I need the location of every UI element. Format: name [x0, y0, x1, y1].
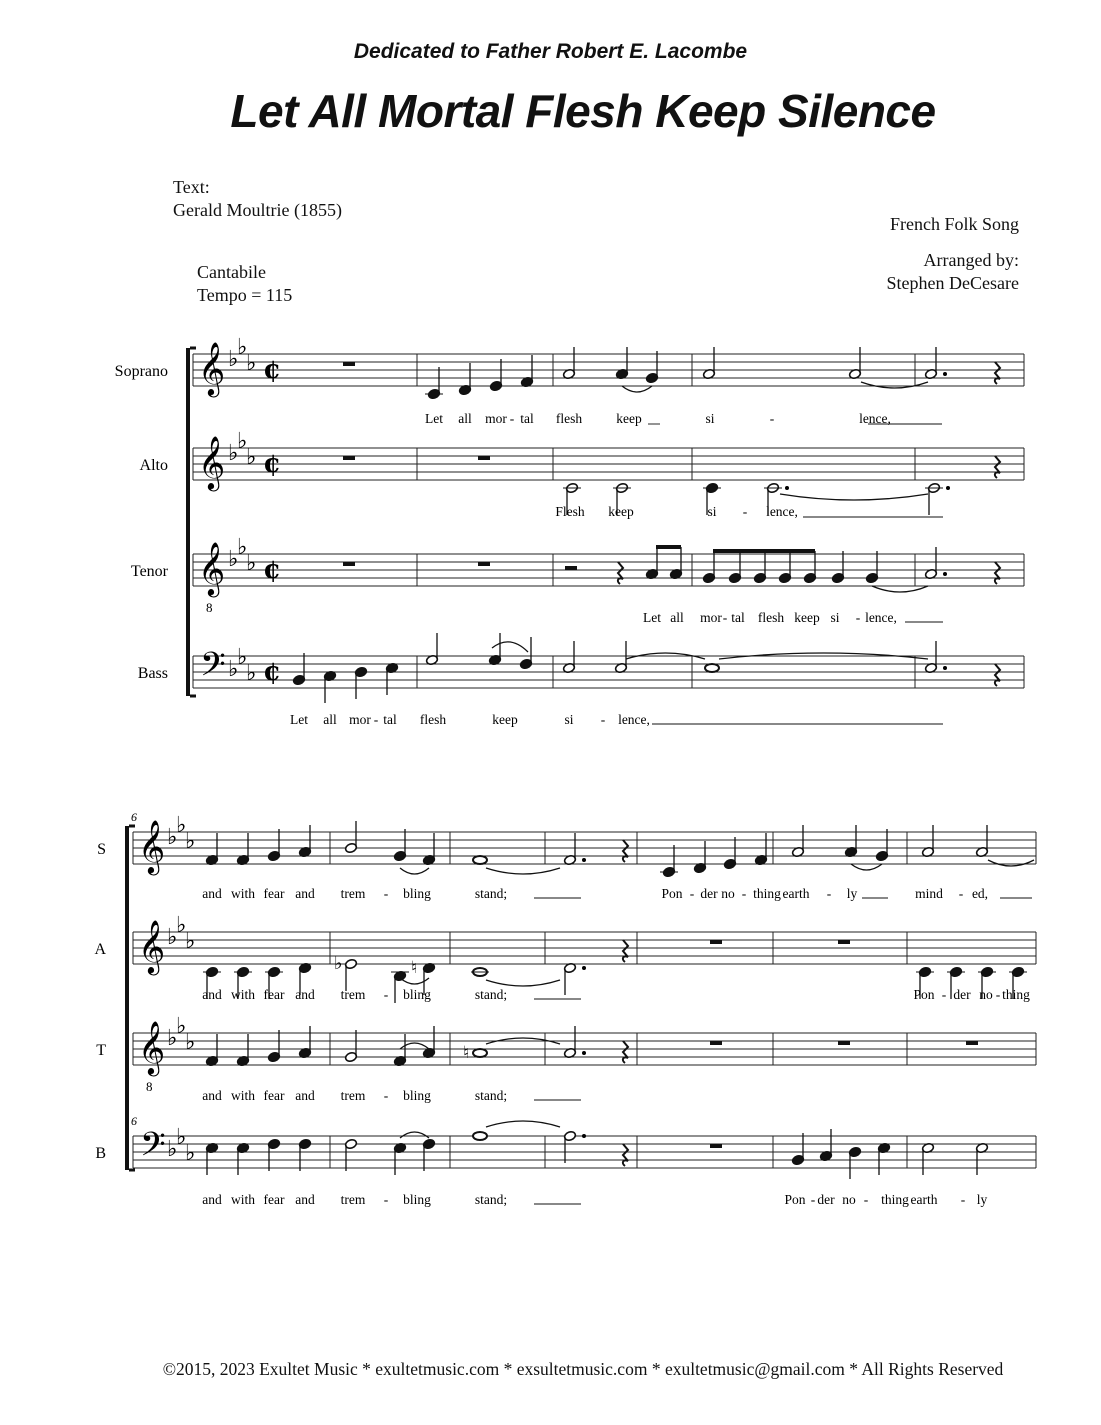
- lyric-syllable: stand;: [474, 886, 508, 901]
- notehead: [473, 1049, 487, 1057]
- lyric-syllable: thing: [1002, 987, 1030, 1002]
- bass-clef-icon: 𝄢: [200, 646, 226, 692]
- dot: [943, 372, 947, 376]
- dot: [582, 1134, 586, 1138]
- tie: [622, 386, 652, 392]
- whole-rest: [478, 562, 490, 566]
- whole-rest: [343, 362, 355, 366]
- lyric-syllable: Pon: [913, 987, 935, 1002]
- quarter-rest: [995, 456, 1000, 478]
- tie: [988, 860, 1034, 866]
- lyric-syllable: -: [995, 987, 1001, 1002]
- lyric-syllable: bling: [403, 886, 431, 901]
- system-1: [115, 335, 1024, 727]
- system-2: [94, 810, 1036, 1207]
- lyric-syllable: ly: [976, 1192, 988, 1207]
- lyric-syllable: flesh: [757, 610, 785, 625]
- lyric-syllable: -: [689, 886, 695, 901]
- lyric-syllable: with: [230, 1088, 256, 1103]
- lyric-syllable: si: [705, 411, 715, 426]
- flat-icon: ♭: [167, 1137, 178, 1162]
- tie: [486, 980, 560, 986]
- lyric-syllable: trem: [340, 1088, 366, 1103]
- lyric-syllable: earth: [782, 886, 810, 901]
- flat-icon: ♭: [228, 657, 239, 682]
- lyric-syllable: trem: [340, 886, 366, 901]
- cut-time-icon: ¢: [263, 555, 282, 585]
- flat-icon: ♭: [228, 547, 239, 572]
- lyric-syllable: -: [741, 886, 747, 901]
- lyric-syllable: der: [953, 987, 971, 1002]
- lyric-syllable: si: [830, 610, 840, 625]
- treble-clef-icon: 𝄞: [198, 541, 226, 595]
- flat-icon: ♭: [237, 645, 248, 670]
- lyric-syllable: -: [383, 1192, 389, 1207]
- dot: [582, 858, 586, 862]
- flat-icon: ♭: [228, 441, 239, 466]
- lyric-syllable: and: [295, 886, 315, 901]
- lyric-syllable: fear: [263, 1088, 285, 1103]
- lyric-syllable: -: [742, 504, 748, 519]
- lyric-syllable: Let: [290, 712, 308, 727]
- lyric-syllable: ly: [846, 886, 858, 901]
- lyric-syllable: keep: [492, 712, 518, 727]
- dot: [943, 572, 947, 576]
- natural-icon: ♮: [411, 958, 418, 978]
- bass-clef-icon: 𝄢: [140, 1126, 166, 1172]
- lyric-syllable: no: [721, 886, 735, 901]
- lyric-syllable: thing: [881, 1192, 909, 1207]
- tie: [486, 868, 560, 874]
- dot: [946, 486, 950, 490]
- lyric-syllable: -: [509, 411, 515, 426]
- quarter-rest: [995, 562, 1000, 584]
- measure-number: 6: [131, 810, 137, 824]
- dedication: Dedicated to Father Robert E. Lacombe: [353, 40, 748, 63]
- whole-rest: [710, 940, 722, 944]
- lyric-syllable: lence,: [859, 411, 891, 426]
- lyric-syllable: Pon: [661, 886, 683, 901]
- text-author: Gerald Moultrie (1855): [173, 200, 342, 220]
- half-rest: [565, 566, 577, 570]
- tie: [861, 382, 928, 388]
- whole-rest: [478, 456, 490, 460]
- flat-icon: ♭: [167, 1026, 178, 1051]
- lyric-syllable: -: [960, 1192, 966, 1207]
- dot: [785, 486, 789, 490]
- system-bracket: [125, 826, 129, 1170]
- treble-clef-icon: 𝄞: [198, 435, 226, 489]
- cut-time-icon: ¢: [263, 355, 282, 385]
- lyric-syllable: Let: [643, 610, 661, 625]
- lyric-syllable: si: [564, 712, 574, 727]
- lyric-syllable: stand;: [474, 1088, 508, 1103]
- flat-icon: ♭: [176, 1125, 187, 1150]
- whole-rest: [838, 940, 850, 944]
- flat-icon: ♭: [185, 1141, 196, 1166]
- flat-icon: ♭: [176, 1014, 187, 1039]
- staff-label: B: [95, 1145, 106, 1162]
- beam: [713, 549, 815, 553]
- staff-label: Bass: [137, 665, 168, 682]
- flat-icon: ♭: [246, 661, 257, 686]
- whole-rest: [710, 1041, 722, 1045]
- lyric-syllable: stand;: [474, 1192, 508, 1207]
- treble-clef-icon: 𝄞: [138, 1020, 166, 1074]
- lyric-syllable: mind: [915, 886, 943, 901]
- staff-label: T: [96, 1042, 106, 1059]
- lyric-syllable: bling: [403, 1192, 431, 1207]
- lyric-syllable: der: [700, 886, 718, 901]
- lyric-syllable: keep: [608, 504, 634, 519]
- slur: [492, 642, 528, 652]
- tempo-text: Tempo = 115: [197, 285, 293, 305]
- quarter-rest: [623, 940, 628, 962]
- flat-icon: ♭: [237, 335, 248, 360]
- source-credit: French Folk Song: [889, 214, 1019, 234]
- lyric-syllable: -: [373, 712, 379, 727]
- tie: [872, 586, 928, 592]
- lyric-syllable: keep: [794, 610, 820, 625]
- lyric-syllable: -: [855, 610, 861, 625]
- whole-rest: [838, 1041, 850, 1045]
- lyric-syllable: no: [842, 1192, 856, 1207]
- lyric-syllable: and: [295, 1088, 315, 1103]
- flat-icon: ♭: [185, 829, 196, 854]
- lyric-syllable: bling: [403, 1088, 431, 1103]
- lyric-syllable: flesh: [419, 712, 447, 727]
- lyric-syllable: and: [295, 987, 315, 1002]
- quarter-rest: [995, 664, 1000, 686]
- dot: [582, 1051, 586, 1055]
- lyric-syllable: -: [383, 886, 389, 901]
- lyric-syllable: -: [722, 610, 728, 625]
- lyric-syllable: tal: [383, 712, 397, 727]
- staff-label: Soprano: [114, 363, 168, 380]
- flat-icon: ♭: [185, 1030, 196, 1055]
- flat-icon: ♭: [167, 925, 178, 950]
- quarter-rest: [623, 840, 628, 862]
- lyric-syllable: no: [979, 987, 993, 1002]
- lyric-syllable: stand;: [474, 987, 508, 1002]
- flat-icon: ♭: [237, 429, 248, 454]
- lyric-syllable: and: [202, 1088, 222, 1103]
- lyric-syllable: -: [810, 1192, 816, 1207]
- lyric-syllable: lence,: [618, 712, 650, 727]
- page-title: Let All Mortal Flesh Keep Silence: [230, 85, 936, 137]
- lyric-syllable: and: [202, 1192, 222, 1207]
- tie: [486, 1121, 560, 1127]
- lyric-syllable: Flesh: [555, 504, 585, 519]
- lyric-syllable: -: [769, 411, 775, 426]
- lyric-syllable: fear: [263, 1192, 285, 1207]
- lyric-syllable: and: [202, 987, 222, 1002]
- whole-rest: [343, 562, 355, 566]
- lyric-syllable: keep: [616, 411, 642, 426]
- beam: [656, 545, 681, 549]
- copyright-footer: ©2015, 2023 Exultet Music * exultetmusic.com * exsultetmusic.com * exultetmusic@gmail.com * All Rights Reserved: [162, 1359, 1004, 1379]
- measure-number: 6: [131, 1114, 137, 1128]
- cut-time-icon: ¢: [263, 449, 282, 479]
- lyric-syllable: -: [383, 1088, 389, 1103]
- treble-clef-icon: 𝄞: [138, 919, 166, 973]
- lyric-syllable: -: [941, 987, 947, 1002]
- flat-icon: ♭: [237, 535, 248, 560]
- whole-rest: [966, 1041, 978, 1045]
- staff-label: A: [94, 941, 106, 958]
- flat-icon: ♭: [185, 929, 196, 954]
- flat-icon: ♭: [228, 347, 239, 372]
- text-label: Text:: [173, 177, 210, 197]
- treble-clef-icon: 𝄞: [198, 341, 226, 395]
- staff-label: S: [97, 841, 106, 858]
- lyric-syllable: mor: [349, 712, 371, 727]
- system-bracket: [186, 348, 190, 696]
- arranged-label: Arranged by:: [923, 250, 1019, 270]
- lyric-syllable: mor: [700, 610, 722, 625]
- lyric-syllable: der: [817, 1192, 835, 1207]
- flat-icon: ♭: [334, 953, 343, 974]
- whole-rest: [710, 1144, 722, 1148]
- flat-icon: ♭: [246, 551, 257, 576]
- lyric-syllable: Let: [425, 411, 443, 426]
- lyric-syllable: -: [383, 987, 389, 1002]
- lyric-syllable: flesh: [555, 411, 583, 426]
- lyric-syllable: lence,: [865, 610, 897, 625]
- lyric-syllable: mor: [485, 411, 507, 426]
- lyric-syllable: all: [323, 712, 337, 727]
- lyric-syllable: earth: [910, 1192, 938, 1207]
- lyric-syllable: lence,: [766, 504, 798, 519]
- tie: [400, 1132, 429, 1138]
- octave-marker: 8: [146, 1079, 153, 1094]
- lyric-syllable: -: [826, 886, 832, 901]
- quarter-rest: [623, 1041, 628, 1063]
- octave-marker: 8: [206, 600, 213, 615]
- tie: [851, 864, 882, 870]
- lyric-syllable: and: [295, 1192, 315, 1207]
- flat-icon: ♭: [167, 825, 178, 850]
- lyric-syllable: fear: [263, 987, 285, 1002]
- lyric-syllable: all: [458, 411, 472, 426]
- lyric-syllable: trem: [340, 987, 366, 1002]
- flat-icon: ♭: [246, 445, 257, 470]
- lyric-syllable: and: [202, 886, 222, 901]
- lyric-syllable: -: [863, 1192, 869, 1207]
- dot: [943, 666, 947, 670]
- lyric-syllable: trem: [340, 1192, 366, 1207]
- lyric-syllable: with: [230, 1192, 256, 1207]
- lyric-syllable: with: [230, 987, 256, 1002]
- lyric-syllable: with: [230, 886, 256, 901]
- lyric-syllable: tal: [731, 610, 745, 625]
- lyric-syllable: Pon: [784, 1192, 806, 1207]
- treble-clef-icon: 𝄞: [138, 819, 166, 873]
- tie: [780, 494, 928, 500]
- flat-icon: ♭: [176, 813, 187, 838]
- quarter-rest: [995, 362, 1000, 384]
- natural-icon: ♮: [463, 1043, 470, 1063]
- quarter-rest: [618, 562, 623, 584]
- lyric-syllable: ed,: [971, 886, 989, 901]
- lyric-syllable: si: [707, 504, 717, 519]
- dot: [582, 966, 586, 970]
- expression-mark: Cantabile: [197, 262, 266, 282]
- lyric-syllable: thing: [753, 886, 781, 901]
- notehead: [705, 664, 719, 672]
- notehead: [473, 1132, 487, 1140]
- flat-icon: ♭: [246, 351, 257, 376]
- lyric-syllable: -: [958, 886, 964, 901]
- lyric-syllable: fear: [263, 886, 285, 901]
- tie: [400, 868, 429, 874]
- lyric-syllable: tal: [520, 411, 534, 426]
- lyric-syllable: bling: [403, 987, 431, 1002]
- notehead: [473, 856, 487, 864]
- lyric-syllable: all: [670, 610, 684, 625]
- cut-time-icon: ¢: [263, 657, 282, 687]
- arranger-name: Stephen DeCesare: [886, 273, 1019, 293]
- quarter-rest: [623, 1144, 628, 1166]
- whole-rest: [343, 456, 355, 460]
- staff-label: Alto: [139, 457, 168, 474]
- flat-icon: ♭: [176, 913, 187, 938]
- staff-label: Tenor: [130, 563, 168, 580]
- lyric-syllable: -: [600, 712, 606, 727]
